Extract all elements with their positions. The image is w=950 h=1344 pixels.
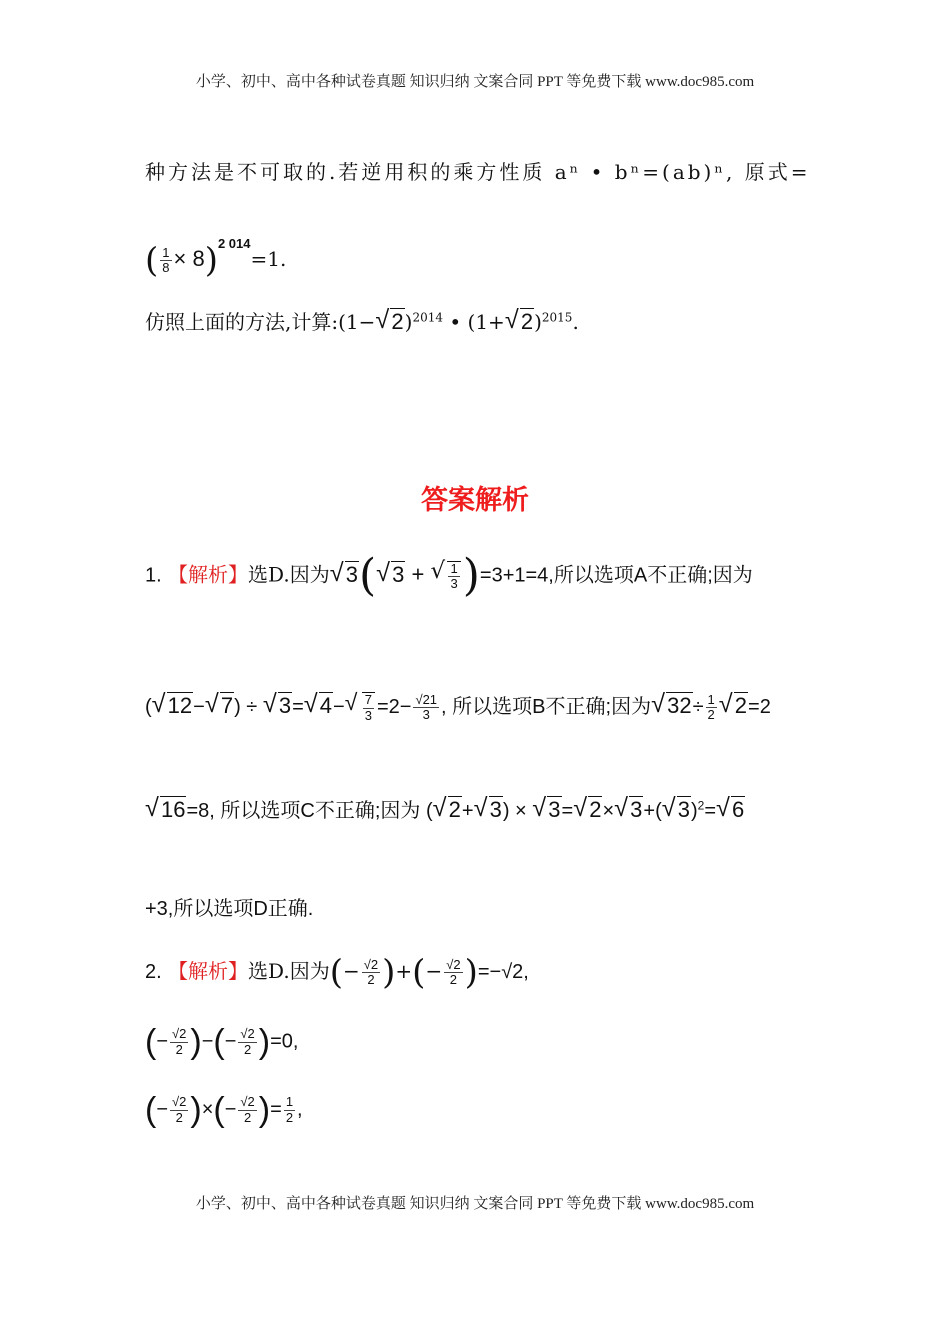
formula: × 8 <box>173 246 205 271</box>
answer-section-title: 答案解析 <box>421 485 529 516</box>
answer-2-line-1: 2. 【解析】选D.因为(− $\frac{√2}{2}$ )+(− $\frac{√2}{2}$ )=−√2, <box>145 952 529 993</box>
question-text: 种方法是不可取的.若逆用积的乘方性质 <box>145 160 546 184</box>
sqrt: √ 2 <box>377 309 404 335</box>
analysis-tag: 【解析】 <box>168 562 249 587</box>
formula: aⁿ • bⁿ=(ab)ⁿ, <box>554 160 736 184</box>
answer-2-line-3: (− $\frac{√2}{2}$ )×(− $\frac{√2}{2}$ )= $\frac{1}{2}$ , <box>145 1091 303 1129</box>
question-line-2: ( $\frac{1}{8}$ × 8)$^{2 014}$=1. <box>145 236 287 281</box>
answer-1-line-1: 1. 【解析】选D.因为 √ 3( √ 3 + √ $\frac{1}{3}$ )=3+1=4,所以选项A不正确;因为 <box>145 554 753 598</box>
answer-2-line-2: (− $\frac{√2}{2}$ )−(− $\frac{√2}{2}$ )=0, <box>145 1023 299 1061</box>
answer-1-line-2: ( √ 12− √ 7) ÷ √ 3= √ 4− √ $\frac{7}{3}$ =2− $\frac{√21}{3}$ , 所以选项B不正确;因为 √ 32÷ $\frac{1}{2}$ √ 2=2 <box>145 690 771 723</box>
question-line-3: 仿照上面的方法,计算:(1− √ 2)$^{2014}$ • (1+ √ 2)$^{2015}$. <box>145 306 579 335</box>
question-text: 仿照上面的方法,计算: <box>145 310 339 334</box>
answer-1-line-3: √ 16=8, 所以选项C不正确;因为 ( √ 2+ √ 3) × √ 3= √ 2× √ 3+( √ 3)$^2$= √ 6 <box>145 794 745 823</box>
sqrt: √ 2 <box>507 309 534 335</box>
footer-banner: 小学、初中、高中各种试卷真题 知识归纳 文案合同 PPT 等免费下载 www.doc985.com <box>195 1196 755 1212</box>
header-banner: 小学、初中、高中各种试卷真题 知识归纳 文案合同 PPT 等免费下载 www.doc985.com <box>195 74 755 90</box>
formula: =1. <box>250 247 287 271</box>
question-line-1 <box>145 156 811 185</box>
fraction: $\frac{1}{8}$ <box>162 244 170 275</box>
answer-1-line-4: +3,所以选项D正确. <box>145 898 314 920</box>
analysis-tag: 【解析】 <box>168 959 249 983</box>
exponent: 2 014 <box>217 236 251 251</box>
question-text: 原式= <box>744 160 811 184</box>
